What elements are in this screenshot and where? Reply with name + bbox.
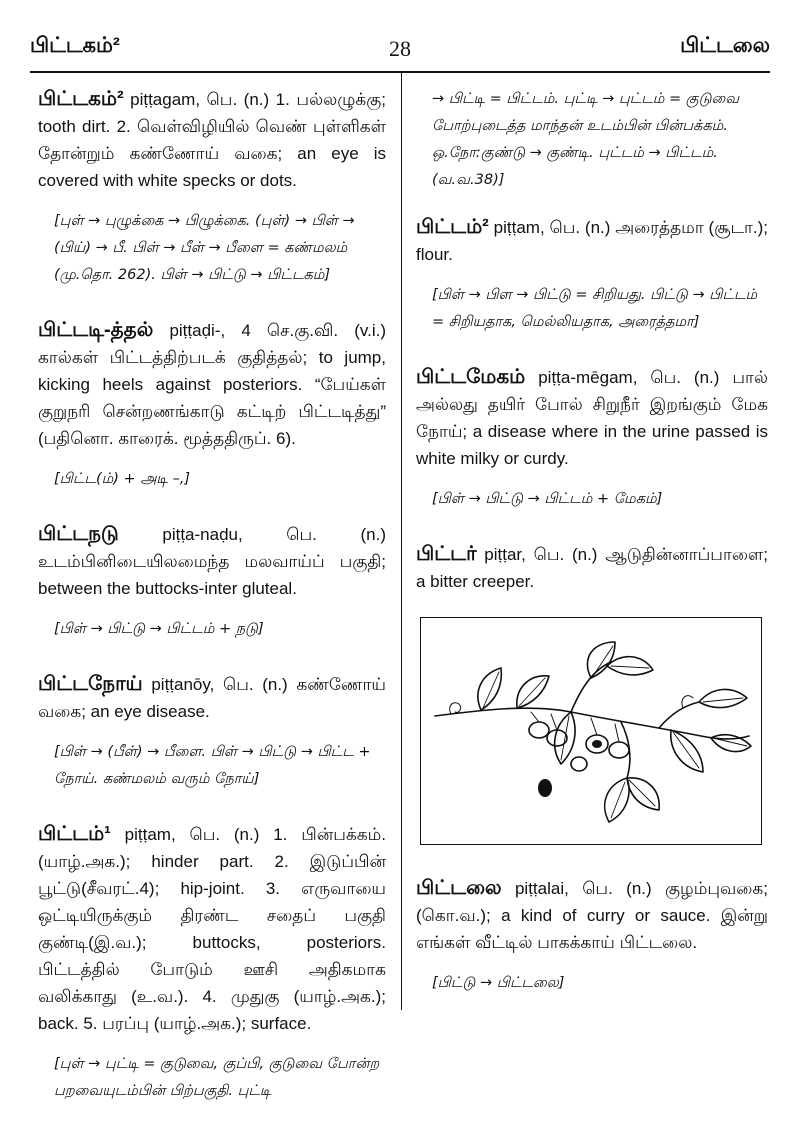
header-rule <box>30 71 770 73</box>
dictionary-entry <box>38 671 386 725</box>
entry-etymology: [புள் → புழுக்கை → பிழுக்கை. (புள்) → பிள் → (பிய்) → பீ. பிள் → பீள் → பீளை = கண்மலம் (மு.தொ. 262). பிள் → பிட்டு → பிட்டகம்] <box>54 213 355 283</box>
entry-headword: பிட்டம்² <box>416 216 489 238</box>
entry-etymology: [பிள் → பிட்டு → பிட்டம் + மேகம்] <box>432 491 663 507</box>
page-number: 28 <box>389 36 411 61</box>
dictionary-entry <box>416 875 768 956</box>
dark-fruit <box>538 779 552 797</box>
entry-headword: பிட்டம்¹ <box>38 823 111 845</box>
right-guide-word: பிட்டலை <box>680 34 770 57</box>
entry-etymology: [புள் → புட்டி = குடுவை, குப்பி, குடுவை போன்ற பறவையுடம்பின் பிற்பகுதி. புட்டி <box>54 1056 380 1099</box>
left-column <box>38 86 386 1133</box>
entry-headword: பிட்டர் <box>416 543 477 565</box>
entry-definition: piṭṭagam, பெ. (n.) 1. பல்லழுக்கு; tooth dirt. 2. வெள்விழியில் வெண் புள்ளிகள் தோன்றும் கண்ணோய் வகை; an eye is covered with white specks or dots. <box>38 90 386 190</box>
running-header <box>30 34 770 74</box>
entry-headword: பிட்டடி-த்தல் <box>38 319 154 341</box>
entry-definition: piṭṭaḍi-, 4 செ.கு.வி. (v.i.) கால்கள் பிட்டத்திற்படக் குதித்தல்; to jump, kicking heels against posteriors. “பேய்கள் குறுநரி சென்றணங்காடு கட்டிற் பிட்டடித்து” (பதினொ. காரைக். மூத்ததிருப். 6). <box>38 321 386 448</box>
dictionary-entry <box>416 214 768 268</box>
entry-definition: piṭṭalai, பெ. (n.) குழம்புவகை; (கொ.வ.); a kind of curry or sauce. இன்று எங்கள் வீட்டில் பாகக்காய் பிட்டலை. <box>416 879 768 952</box>
dictionary-entry <box>38 86 386 194</box>
column-divider <box>401 73 402 1010</box>
entry-definition: piṭṭa-naḍu, பெ. (n.) உடம்பினிடையிலமைந்த மலவாய்ப் பகுதி; between the buttocks-inter gluteal. <box>38 525 386 598</box>
right-column <box>416 86 768 1025</box>
dictionary-entry <box>416 541 768 595</box>
entry-definition: piṭṭam, பெ. (n.) அரைத்தமா (சூடா.); flour. <box>416 218 768 264</box>
plant-illustration <box>420 617 762 845</box>
entry-headword: பிட்டகம்² <box>38 88 124 110</box>
dictionary-entry <box>416 364 768 472</box>
entry-definition: piṭṭa-mēgam, பெ. (n.) பால் அல்லது தயிர் போல் சிறுநீர் இறங்கும் மேக நோய்; a disease where in the urine passed is white milky or curdy. <box>416 368 768 468</box>
entry-headword: பிட்டமேகம் <box>416 366 526 388</box>
entry-headword: பிட்டலை <box>416 877 502 899</box>
vine-stem <box>435 708 749 739</box>
entry-definition: piṭṭam, பெ. (n.) 1. பின்பக்கம். (யாழ்.அக.); hinder part. 2. இடுப்பின் பூட்டு(சீவரட்.4); hip-joint. 3. எருவாயை ஒட்டியிருக்கும் திரண்ட சதைப் பகுதி குண்டி(இ.வ.); buttocks, posteriors. பிட்டத்தில் போடும் ஊசி அதிகமாக வலிக்காது (உ.வ.). 4. முதுகு (யாழ்.அக.); back. 5. பரப்பு (யாழ்.அக.); surface. <box>38 825 386 1033</box>
entry-headword: பிட்டநோய் <box>38 673 143 695</box>
left-guide-word: பிட்டகம்² <box>30 34 120 57</box>
continued-etymology: → பிட்டி = பிட்டம். புட்டி → புட்டம் = குடுவை போற்புடைத்த மாந்தன் உடம்பின் பின்பக்கம். ஒ.நோ:குண்டு → குண்டி. புட்டம் → பிட்டம். (வ.வ.38)] <box>432 91 740 188</box>
entry-etymology: [பிட்டு → பிட்டலை] <box>432 975 565 991</box>
dictionary-entry <box>38 317 386 452</box>
dictionary-entry <box>38 521 386 602</box>
bitter-creeper-drawing <box>421 618 761 844</box>
entry-definition: piṭṭar, பெ. (n.) ஆடுதின்னாப்பாளை; a bitter creeper. <box>416 545 768 591</box>
entry-etymology: [பிள் → (பீள்) → பீளை. பிள் → பிட்டு → பிட்ட + நோய். கண்மலம் வரும் நோய்] <box>54 744 371 787</box>
entry-etymology: [பிள் → பிள → பிட்டு = சிறியது. பிட்டு → பிட்டம் = சிறியதாக, மெல்லியதாக, அரைத்தமா] <box>432 287 758 330</box>
entry-etymology: [பிட்ட(ம்) + அடி –,] <box>54 471 191 487</box>
entry-definition: piṭṭanōy, பெ. (n.) கண்ணோய் வகை; an eye disease. <box>38 675 386 721</box>
dictionary-entry <box>38 821 386 1037</box>
entry-etymology: [பிள் → பிட்டு → பிட்டம் + நடு] <box>54 621 264 637</box>
entry-headword: பிட்டநடு <box>38 523 119 545</box>
